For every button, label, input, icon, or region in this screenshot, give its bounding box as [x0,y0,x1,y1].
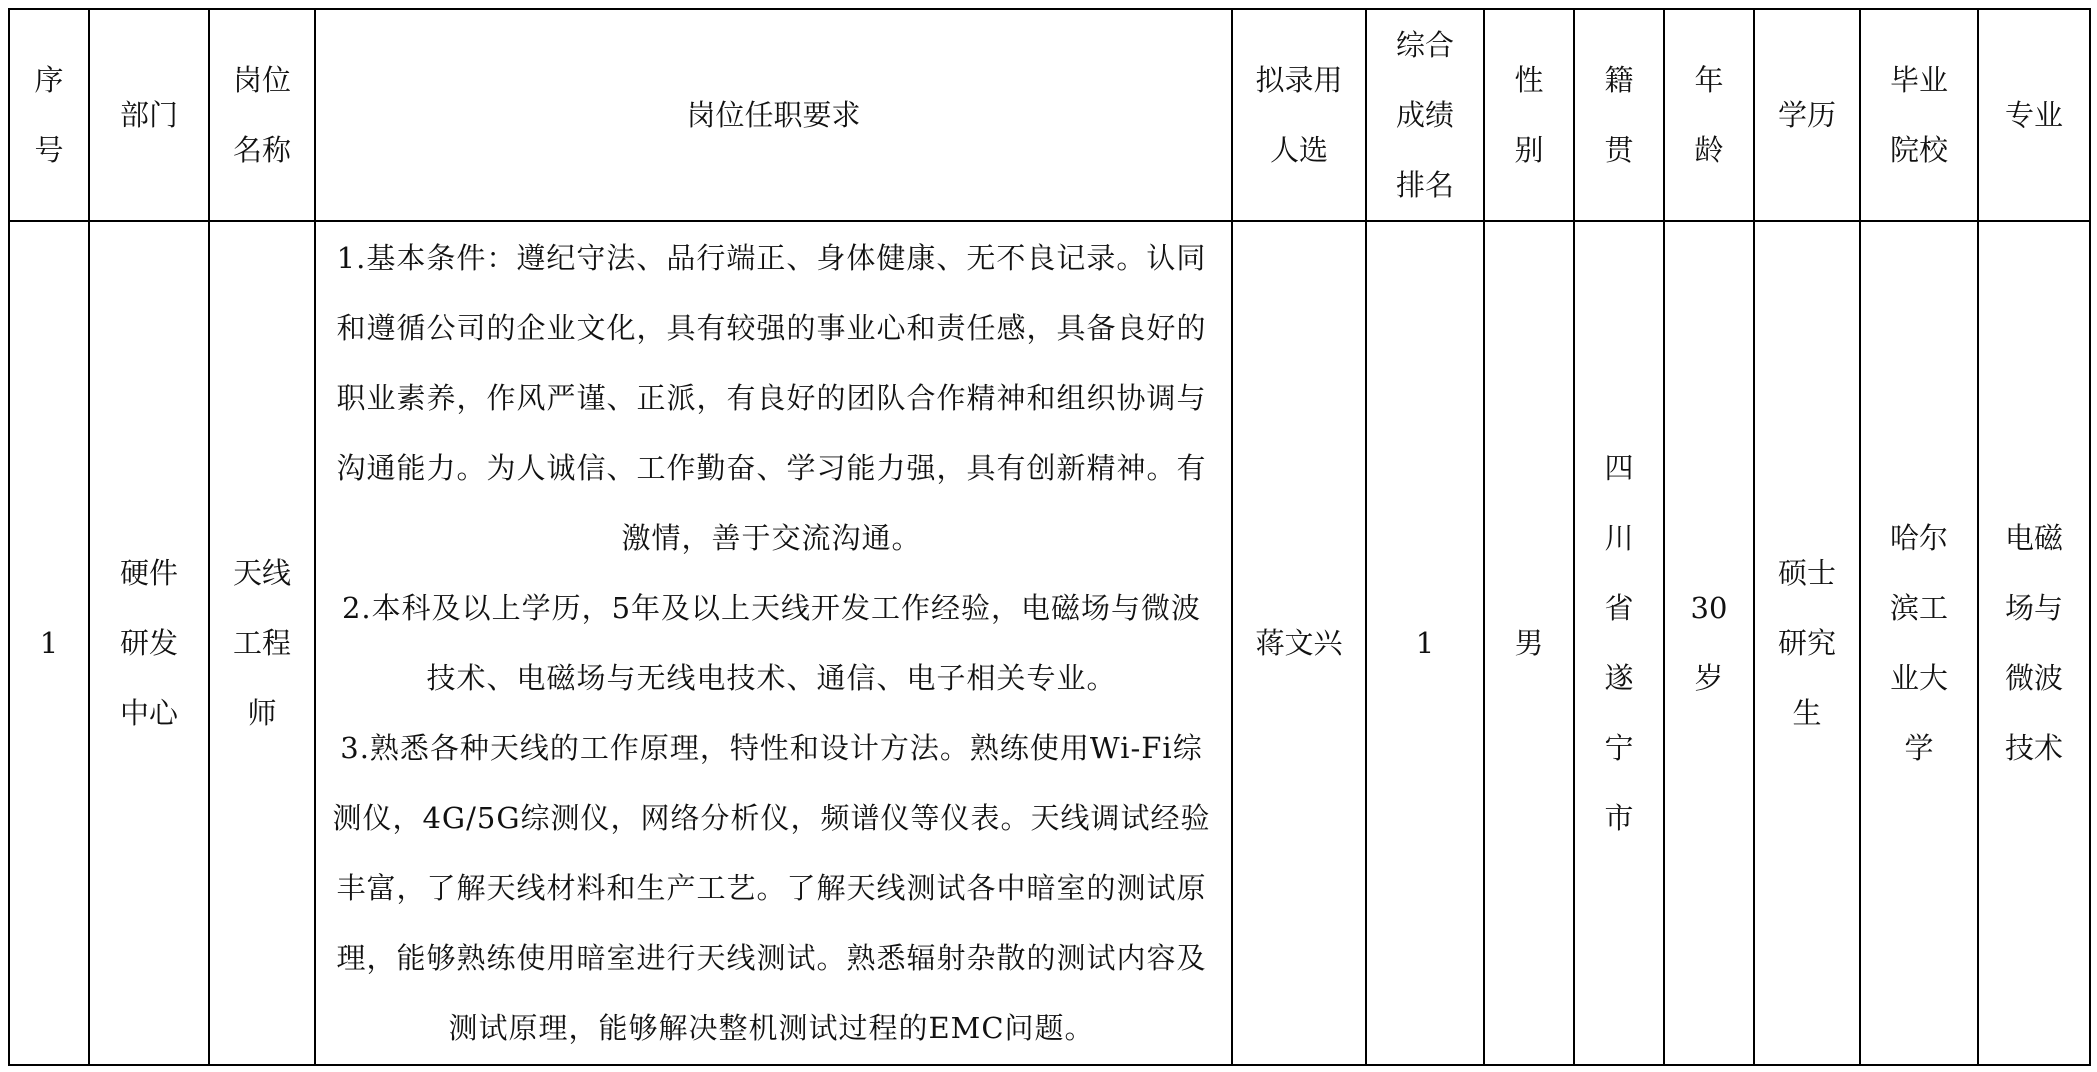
header-education: 学历 [1754,9,1860,221]
cell-candidate: 蒋文兴 [1232,221,1366,1065]
cell-gender: 男 [1484,221,1574,1065]
cell-requirements [315,221,1232,1065]
header-rank: 综合 成绩 排名 [1366,9,1484,221]
cell-post: 天线 工程 师 [209,221,315,1065]
cell-seq: 1 [9,221,89,1065]
cell-origin: 四 川 省 遂 宁 市 [1574,221,1664,1065]
requirement-1: 1.基本条件：遵纪守法、品行端正、身体健康、无不良记录。认同和遵循公司的企业文化，具有较强的事业心和责任感，具备良好的职业素养，作风严谨、正派，有良好的团队合作精神和组织协调与沟通能力。为人诚信、工作勤奋、学习能力强，具有创新精神。有激情，善于交流沟通。 [336,241,1207,555]
header-major: 专业 [1978,9,2090,221]
requirement-2: 2.本科及以上学历，5年及以上天线开发工作经验，电磁场与微波技术、电磁场与无线电技术、通信、电子相关专业。 [341,591,1202,695]
header-row [9,9,2090,221]
recruitment-table [8,8,2091,1066]
header-post: 岗位 名称 [209,9,315,221]
cell-school: 哈尔 滨工 业大 学 [1860,221,1978,1065]
header-seq: 序 号 [9,9,89,221]
cell-dept: 硬件 研发 中心 [89,221,209,1065]
header-school: 毕业 院校 [1860,9,1978,221]
requirement-3: 3.熟悉各种天线的工作原理，特性和设计方法。熟练使用Wi-Fi综测仪，4G/5G综测仪，网络分析仪，频谱仪等仪表。天线调试经验丰富，了解天线材料和生产工艺。了解天线测试各中暗室的测试原理，能够熟练使用暗室进行天线测试。熟悉辐射杂散的测试内容及测试原理，能够解决整机测试过程的EMC问题。 [332,731,1211,1045]
header-gender: 性 别 [1484,9,1574,221]
header-requirements: 岗位任职要求 [315,9,1232,221]
cell-education: 硕士 研究 生 [1754,221,1860,1065]
header-origin: 籍 贯 [1574,9,1664,221]
table-row [9,221,2090,1065]
cell-rank: 1 [1366,221,1484,1065]
header-dept: 部门 [89,9,209,221]
header-age: 年 龄 [1664,9,1754,221]
header-candidate: 拟录用 人选 [1232,9,1366,221]
cell-major: 电磁 场与 微波 技术 [1978,221,2090,1065]
cell-age: 30 岁 [1664,221,1754,1065]
